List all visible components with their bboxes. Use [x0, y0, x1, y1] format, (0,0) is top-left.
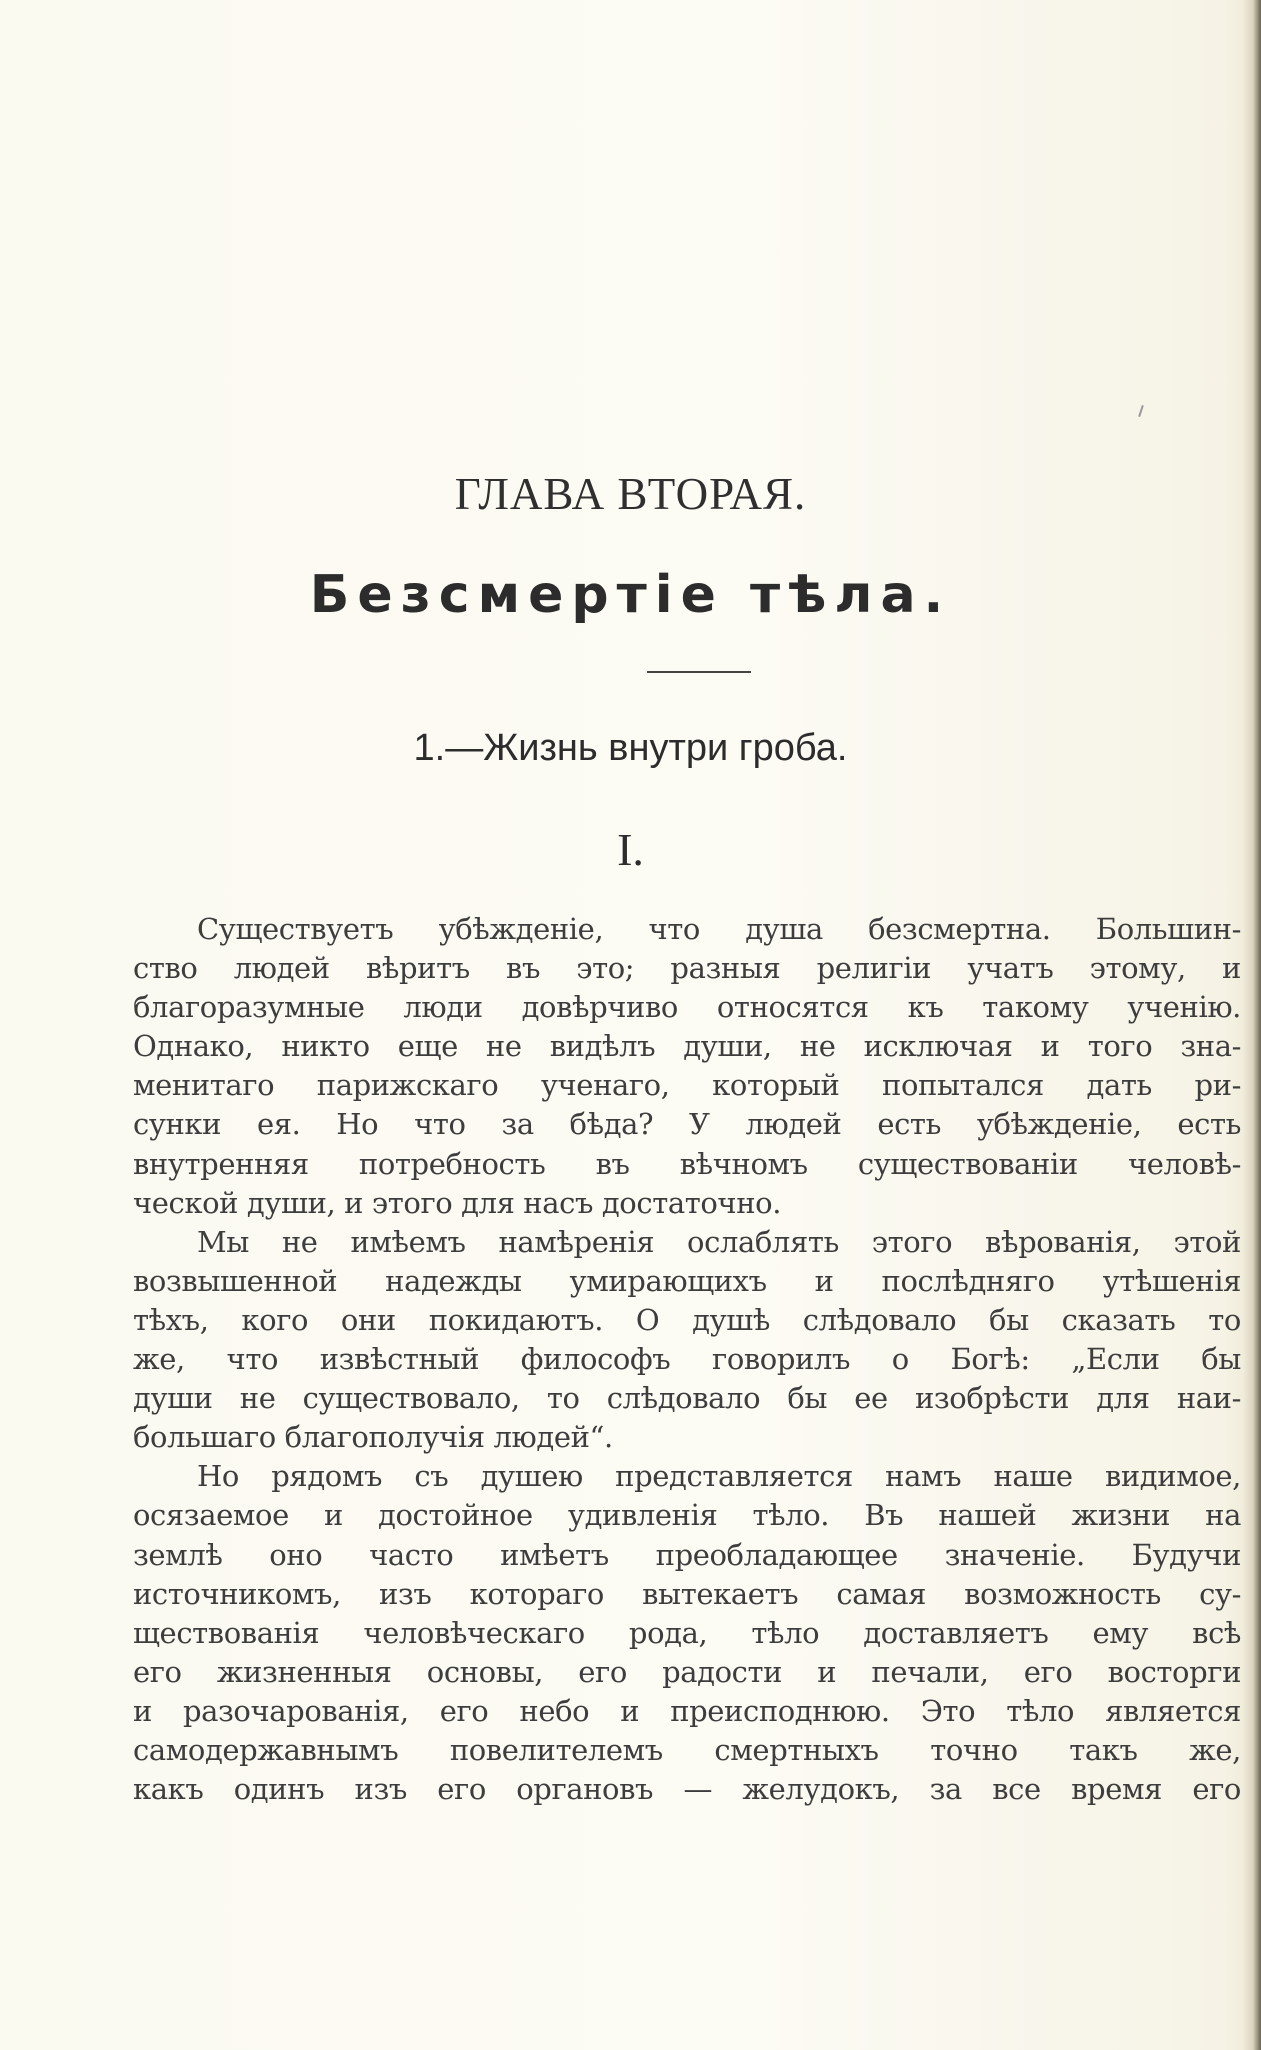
text-line: осязаемое и достойное удивленія тѣло. Въ нашей жизни на: [133, 1498, 1241, 1533]
text-line: источникомъ, изъ котораго вытекаетъ самая возможность су-: [133, 1576, 1241, 1611]
text-line: внутренняя потребность въ вѣчномъ существованіи человѣ-: [133, 1146, 1241, 1181]
text-line: самодержавнымъ повелителемъ смертныхъ точно такъ же,: [133, 1732, 1241, 1767]
section-heading: 1.—Жизнь внутри гроба.: [413, 727, 848, 769]
text-line: Существуетъ убѣжденіе, что душа безсмертна. Большин-: [197, 912, 1241, 946]
text-line: же, что извѣстный философъ говорилъ о Богѣ: „Если бы: [133, 1342, 1241, 1377]
text-line: какъ одинъ изъ его органовъ — желудокъ, за все время его: [133, 1772, 1241, 1807]
text-line: Но рядомъ съ душею представляется намъ наше видимое,: [197, 1459, 1241, 1494]
text-line: благоразумные люди довѣрчиво относятся къ такому ученію.: [133, 990, 1241, 1025]
text-line: большаго благополучія людей“.: [133, 1420, 613, 1455]
text-line: землѣ оно часто имѣетъ преобладающее значеніе. Будучи: [133, 1537, 1241, 1572]
text-line: ческой души, и этого для насъ достаточно.: [133, 1185, 782, 1220]
page-edge-shadow: [1243, 0, 1261, 2050]
text-line: возвышенной надежды умирающихъ и послѣдняго утѣшенія: [133, 1263, 1241, 1298]
ink-mark: [1138, 405, 1144, 417]
text-line: Мы не имѣемъ намѣренія ослаблять этого вѣрованія, этой: [197, 1224, 1241, 1259]
subsection-number: I.: [617, 824, 644, 875]
body-text: [133, 910, 1241, 1809]
text-line: менитаго парижскаго ученаго, который попытался дать ри-: [133, 1068, 1241, 1103]
chapter-title: Безсмертіе тѣла.: [309, 565, 952, 625]
text-line: его жизненныя основы, его радости и печали, его восторги: [133, 1654, 1241, 1689]
text-line: и разочарованія, его небо и преисподнюю. Это тѣло является: [133, 1693, 1241, 1728]
text-line: ществованія человѣческаго рода, тѣло доставляетъ ему всѣ: [133, 1615, 1241, 1650]
title-divider: [647, 671, 751, 673]
chapter-heading: ГЛАВА ВТОРАЯ.: [454, 469, 807, 519]
text-line: Однако, никто еще не видѣлъ души, не исключая и того зна-: [133, 1029, 1241, 1064]
text-line: ство людей вѣритъ въ это; разныя религіи учатъ этому, и: [133, 951, 1241, 986]
text-line: сунки ея. Но что за бѣда? У людей есть убѣжденіе, есть: [133, 1107, 1241, 1142]
text-line: души не существовало, то слѣдовало бы ее изобрѣсти для наи-: [133, 1381, 1241, 1416]
text-line: тѣхъ, кого они покидаютъ. О душѣ слѣдовало бы сказать то: [133, 1302, 1241, 1337]
